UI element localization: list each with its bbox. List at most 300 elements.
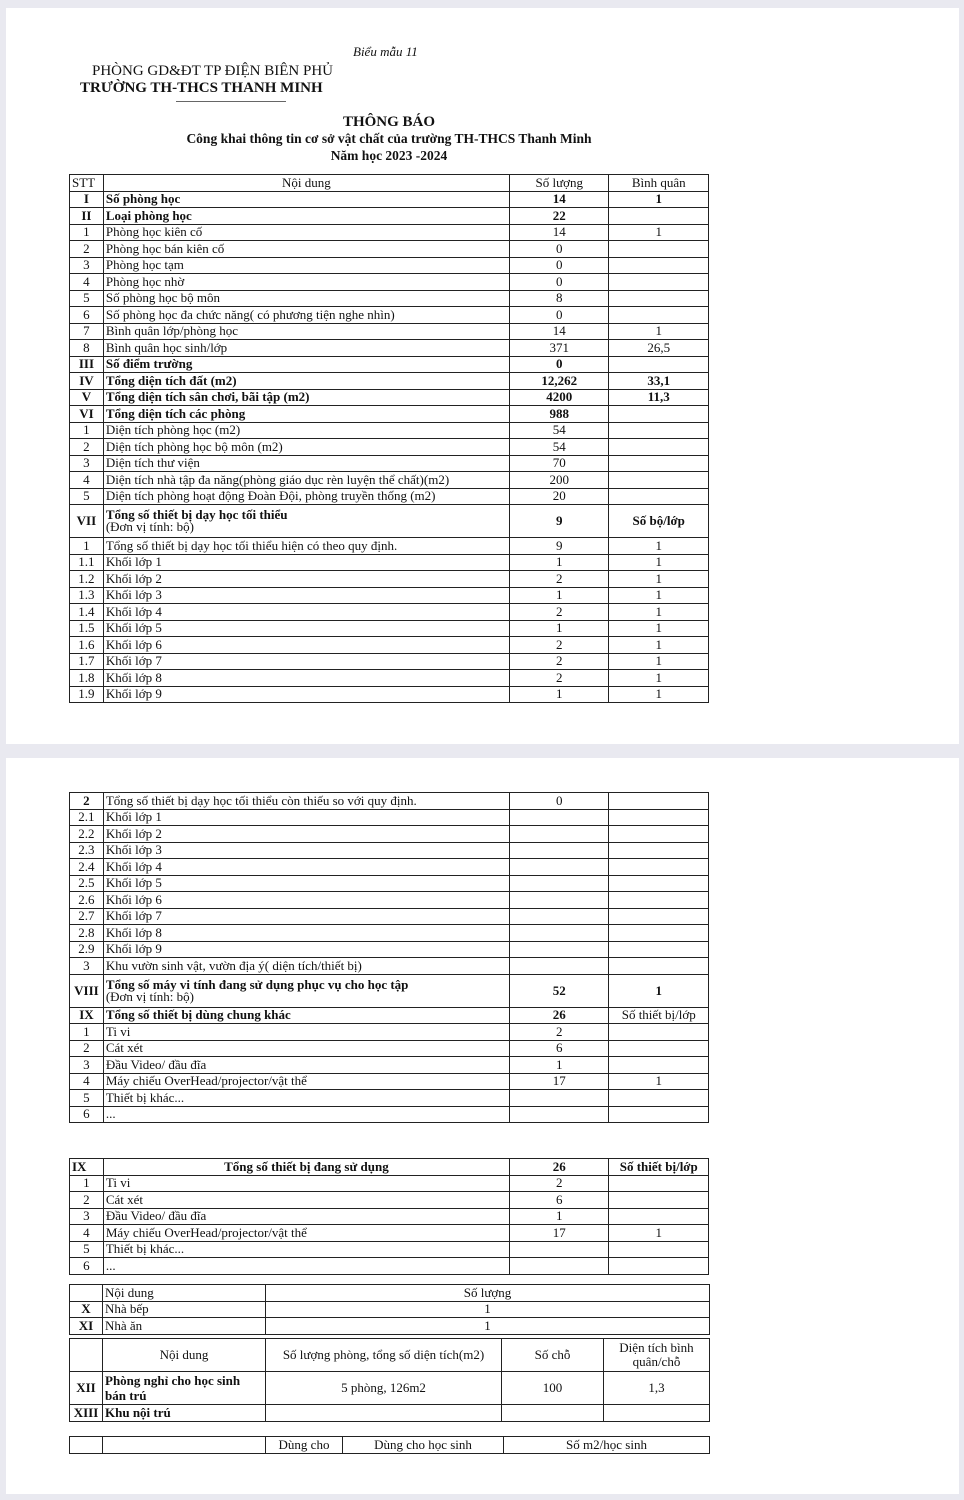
table-row <box>70 974 709 1007</box>
table-row <box>70 859 709 876</box>
row-content: Khối lớp 7 <box>103 908 509 925</box>
row-content: Diện tích thư viện <box>103 455 509 472</box>
table-row <box>70 356 709 373</box>
table-row <box>70 472 709 489</box>
row-average <box>609 472 709 489</box>
table-row <box>70 191 709 208</box>
row-quantity <box>510 875 609 892</box>
row-quantity: 52 <box>510 974 609 1007</box>
row-content-main: Tổng số thiết bị dạy học tối thiểu <box>105 507 288 522</box>
row-average <box>609 1208 709 1225</box>
table-header-row <box>70 1285 710 1302</box>
table-row <box>70 241 709 258</box>
row-stt: III <box>70 356 104 373</box>
row-content: Khối lớp 8 <box>103 925 509 942</box>
equipment-in-use-table <box>69 1158 709 1275</box>
row-average <box>609 1175 709 1192</box>
row-content: Khối lớp 6 <box>103 637 509 654</box>
department-name: PHÒNG GD&ĐT TP ĐIỆN BIÊN PHỦ <box>92 63 333 79</box>
row-quantity: 14 <box>510 323 609 340</box>
row-seats: 100 <box>502 1372 604 1405</box>
row-stt: IX <box>70 1007 104 1024</box>
row-average <box>609 455 709 472</box>
row-content: Thiết bị khác... <box>103 1090 509 1107</box>
table-row <box>70 224 709 241</box>
row-average <box>609 290 709 307</box>
table-row <box>70 620 709 637</box>
row-content: Khu vườn sinh vật, vườn địa ý( diện tích/thiết bị) <box>103 958 509 975</box>
row-stt: 3 <box>70 257 104 274</box>
row-average <box>609 842 709 859</box>
row-average: 1 <box>609 538 709 555</box>
row-quantity <box>510 941 609 958</box>
table-row <box>70 958 709 975</box>
row-average: 1 <box>609 323 709 340</box>
row-quantity: 0 <box>510 274 609 291</box>
table-row <box>70 1073 709 1090</box>
table-row <box>70 1225 709 1242</box>
row-content: Diện tích nhà tập đa năng(phòng giáo dục rèn luyện thể chất)(m2) <box>103 472 509 489</box>
row-quantity: 17 <box>510 1225 609 1242</box>
table-header-row <box>70 175 709 192</box>
row-quantity: 2 <box>510 637 609 654</box>
row-quantity: 14 <box>510 224 609 241</box>
row-average <box>609 958 709 975</box>
row-stt: 6 <box>70 1258 104 1275</box>
row-stt: 2.2 <box>70 826 104 843</box>
row-content: Khối lớp 9 <box>103 941 509 958</box>
row-stt: VI <box>70 406 104 423</box>
row-average: Số bộ/lớp <box>609 505 709 538</box>
row-stt: 2.7 <box>70 908 104 925</box>
row-quantity: 2 <box>510 604 609 621</box>
row-content: Khối lớp 3 <box>103 587 509 604</box>
row-quantity: 2 <box>510 1024 609 1041</box>
row-rooms: 5 phòng, 126m2 <box>266 1372 502 1405</box>
table-row <box>70 809 709 826</box>
row-quantity: 2 <box>510 1175 609 1192</box>
row-stt: 3 <box>70 1057 104 1074</box>
table-row <box>70 1175 709 1192</box>
school-year: Năm học 2023 -2024 <box>330 148 448 163</box>
row-average <box>609 1192 709 1209</box>
row-stt: 3 <box>70 455 104 472</box>
row-average <box>609 908 709 925</box>
row-quantity: 54 <box>510 422 609 439</box>
row-quantity <box>510 826 609 843</box>
row-stt: 5 <box>70 1090 104 1107</box>
row-stt: 8 <box>70 340 104 357</box>
header-content: Tổng số thiết bị đang sử dụng <box>103 1159 509 1176</box>
area-per-student-cell: Số m2/học sinh <box>504 1437 710 1454</box>
table-row <box>70 1258 709 1275</box>
row-content: Số phòng học đa chức năng( có phương tiện nghe nhìn) <box>103 307 509 324</box>
row-content: Đầu Video/ đầu đĩa <box>103 1057 509 1074</box>
row-quantity: 200 <box>510 472 609 489</box>
row-stt: VIII <box>70 974 104 1007</box>
row-stt: 1 <box>70 224 104 241</box>
row-stt: 1.2 <box>70 571 104 588</box>
row-seats <box>502 1405 604 1422</box>
table-row <box>70 1437 710 1454</box>
row-content-unit: (Đơn vị tính: bộ) <box>105 988 194 1004</box>
row-content: Khối lớp 3 <box>103 842 509 859</box>
row-quantity <box>510 1106 609 1123</box>
row-content: Khu nội trú <box>103 1405 266 1422</box>
row-quantity: 1 <box>510 1057 609 1074</box>
table-row <box>70 488 709 505</box>
table-row <box>70 686 709 703</box>
header-average: Số thiết bị/lớp <box>609 1159 709 1176</box>
empty-cell <box>70 1339 103 1372</box>
table-row <box>70 1192 709 1209</box>
row-content: Diện tích phòng học bộ môn (m2) <box>103 439 509 456</box>
row-stt: 2 <box>70 241 104 258</box>
row-quantity: 9 <box>510 538 609 555</box>
header-quantity: 26 <box>510 1159 609 1176</box>
table-row <box>70 554 709 571</box>
table-row <box>70 793 709 810</box>
header-seats: Số chỗ <box>502 1339 604 1372</box>
row-stt: 4 <box>70 1073 104 1090</box>
header-stt: STT <box>70 175 104 192</box>
cut-off-table <box>69 1436 710 1454</box>
header-underline <box>176 101 286 102</box>
row-average <box>609 1040 709 1057</box>
row-quantity <box>510 809 609 826</box>
row-quantity: 1 <box>266 1318 710 1335</box>
row-content: Tổng diện tích sân chơi, bãi tập (m2) <box>103 389 509 406</box>
row-content: Ti vi <box>103 1175 509 1192</box>
row-quantity: 9 <box>510 505 609 538</box>
row-stt: 1.7 <box>70 653 104 670</box>
table-row <box>70 340 709 357</box>
row-average <box>609 488 709 505</box>
row-average: 1 <box>609 974 709 1007</box>
row-content: Tổng diện tích đất (m2) <box>103 373 509 390</box>
row-content: Khối lớp 5 <box>103 875 509 892</box>
row-content: Tổng số thiết bị dạy học tối thiểu hiện có theo quy định. <box>103 538 509 555</box>
row-stt: 2 <box>70 439 104 456</box>
row-stt: 1.4 <box>70 604 104 621</box>
row-quantity: 0 <box>510 356 609 373</box>
row-quantity: 14 <box>510 191 609 208</box>
row-average <box>609 1258 709 1275</box>
table-row <box>70 653 709 670</box>
empty-cell <box>70 1285 103 1302</box>
row-content: Máy chiếu OverHead/projector/vật thể <box>103 1225 509 1242</box>
row-stt: 5 <box>70 488 104 505</box>
header-average: Bình quân <box>609 175 709 192</box>
row-average: 1 <box>609 686 709 703</box>
table-row <box>70 892 709 909</box>
row-quantity: 4200 <box>510 389 609 406</box>
row-average <box>609 859 709 876</box>
table-row <box>70 587 709 604</box>
row-stt: 1 <box>70 538 104 555</box>
row-quantity <box>510 1090 609 1107</box>
row-content: Khối lớp 4 <box>103 604 509 621</box>
row-stt: I <box>70 191 104 208</box>
row-average: 1 <box>609 604 709 621</box>
row-average <box>609 356 709 373</box>
row-stt: XI <box>70 1318 103 1335</box>
row-content: Khối lớp 4 <box>103 859 509 876</box>
table-row <box>70 257 709 274</box>
row-content: Phòng học kiên cố <box>103 224 509 241</box>
row-quantity: 1 <box>510 1208 609 1225</box>
row-quantity: 20 <box>510 488 609 505</box>
row-content: Khối lớp 6 <box>103 892 509 909</box>
table-row <box>70 439 709 456</box>
row-stt: 2.1 <box>70 809 104 826</box>
row-content: Cát xét <box>103 1040 509 1057</box>
row-stt: 1.1 <box>70 554 104 571</box>
row-average: 11,3 <box>609 389 709 406</box>
row-content: Số phòng học bộ môn <box>103 290 509 307</box>
empty-cell <box>70 1437 103 1454</box>
table-row <box>70 406 709 423</box>
table-row <box>70 875 709 892</box>
row-average <box>609 925 709 942</box>
table-row <box>70 670 709 687</box>
row-quantity: 6 <box>510 1040 609 1057</box>
table-row <box>70 307 709 324</box>
row-content: Phòng học tạm <box>103 257 509 274</box>
table-row <box>70 1090 709 1107</box>
row-average: 33,1 <box>609 373 709 390</box>
row-content: Cát xét <box>103 1192 509 1209</box>
row-content: Phòng nghỉ cho học sinh bán trú <box>103 1372 266 1405</box>
row-content: Khối lớp 7 <box>103 653 509 670</box>
row-average <box>609 257 709 274</box>
school-name: TRƯỜNG TH-THCS THANH MINH <box>80 80 323 96</box>
row-stt: 4 <box>70 472 104 489</box>
row-content: Khối lớp 5 <box>103 620 509 637</box>
row-stt: IV <box>70 373 104 390</box>
row-stt: XIII <box>70 1405 103 1422</box>
table-row <box>70 1372 710 1405</box>
row-content: Phòng học nhờ <box>103 274 509 291</box>
table-row <box>70 389 709 406</box>
header-quantity: Số lượng <box>510 175 609 192</box>
row-stt: V <box>70 389 104 406</box>
row-stt: 1 <box>70 1024 104 1041</box>
row-content: Số phòng học <box>103 191 509 208</box>
row-quantity: 1 <box>510 686 609 703</box>
row-average: 1 <box>609 1073 709 1090</box>
row-stt: 6 <box>70 307 104 324</box>
row-average <box>609 1106 709 1123</box>
table-row <box>70 290 709 307</box>
row-stt: 1.8 <box>70 670 104 687</box>
table-row <box>70 637 709 654</box>
row-quantity: 0 <box>510 257 609 274</box>
form-label: Biểu mẫu 11 <box>353 44 418 59</box>
table-row <box>70 1040 709 1057</box>
table-row <box>70 1208 709 1225</box>
row-stt: 1.3 <box>70 587 104 604</box>
facilities-table <box>69 174 709 703</box>
header-content: Nội dung <box>103 1285 266 1302</box>
row-quantity: 371 <box>510 340 609 357</box>
row-stt: 1.5 <box>70 620 104 637</box>
row-stt: 2 <box>70 1040 104 1057</box>
table-header-row <box>70 1159 709 1176</box>
row-content: Tổng diện tích các phòng <box>103 406 509 423</box>
row-average <box>609 809 709 826</box>
row-average: 1 <box>609 653 709 670</box>
row-stt: 2.8 <box>70 925 104 942</box>
row-stt: 2.9 <box>70 941 104 958</box>
table-row <box>70 422 709 439</box>
row-average <box>609 1241 709 1258</box>
row-stt: 3 <box>70 958 104 975</box>
table-row <box>70 455 709 472</box>
header-quantity: Số lượng <box>266 1285 710 1302</box>
row-quantity: 6 <box>510 1192 609 1209</box>
boarding-table <box>69 1338 710 1422</box>
row-average: 1 <box>609 554 709 571</box>
row-quantity: 1 <box>510 620 609 637</box>
row-quantity <box>510 1258 609 1275</box>
row-quantity: 54 <box>510 439 609 456</box>
row-average-area: 1,3 <box>604 1372 710 1405</box>
row-stt: 1.9 <box>70 686 104 703</box>
row-content: Khối lớp 8 <box>103 670 509 687</box>
row-content: Thiết bị khác... <box>103 1241 509 1258</box>
row-average: 1 <box>609 620 709 637</box>
row-quantity <box>510 925 609 942</box>
row-average <box>609 875 709 892</box>
row-stt: 2.5 <box>70 875 104 892</box>
row-content: Máy chiếu OverHead/projector/vật thể <box>103 1073 509 1090</box>
row-content: Phòng học bán kiên cố <box>103 241 509 258</box>
row-content: Khối lớp 2 <box>103 826 509 843</box>
row-quantity: 2 <box>510 653 609 670</box>
row-average: 1 <box>609 1225 709 1242</box>
row-stt: 2.4 <box>70 859 104 876</box>
header-rooms: Số lượng phòng, tổng số diện tích(m2) <box>266 1339 502 1372</box>
header-stt: IX <box>70 1159 104 1176</box>
row-content <box>103 974 509 1007</box>
row-stt: 1 <box>70 422 104 439</box>
row-average: 1 <box>609 191 709 208</box>
row-quantity: 988 <box>510 406 609 423</box>
row-content-unit: (Đơn vị tính: bộ) <box>105 519 194 534</box>
table-header-row <box>70 1339 710 1372</box>
row-quantity <box>510 892 609 909</box>
row-content: Tổng số thiết bị dạy học tối thiểu còn thiếu so với quy định. <box>103 793 509 810</box>
row-quantity: 12,262 <box>510 373 609 390</box>
row-stt: 2.6 <box>70 892 104 909</box>
table-row <box>70 505 709 538</box>
row-content: Loại phòng học <box>103 208 509 225</box>
table-row <box>70 1241 709 1258</box>
row-content: Khối lớp 1 <box>103 554 509 571</box>
row-stt: 1 <box>70 1175 104 1192</box>
notice-title: THÔNG BÁO <box>342 114 436 130</box>
table-row <box>70 538 709 555</box>
row-content: Khối lớp 1 <box>103 809 509 826</box>
row-rooms <box>266 1405 502 1422</box>
row-average-area <box>604 1405 710 1422</box>
table-row <box>70 604 709 621</box>
table-row <box>70 274 709 291</box>
table-row <box>70 1106 709 1123</box>
row-content: ... <box>103 1106 509 1123</box>
table-row <box>70 571 709 588</box>
row-quantity: 0 <box>510 793 609 810</box>
row-average: 1 <box>609 670 709 687</box>
row-content: Diện tích phòng hoạt động Đoàn Đội, phòng truyền thống (m2) <box>103 488 509 505</box>
table-row <box>70 1318 710 1335</box>
row-average: Số thiết bị/lớp <box>609 1007 709 1024</box>
row-content: Đầu Video/ đầu đĩa <box>103 1208 509 1225</box>
row-stt: 7 <box>70 323 104 340</box>
row-content-main: Tổng số máy vi tính đang sử dụng phục vụ cho học tập <box>105 976 409 992</box>
row-quantity: 2 <box>510 571 609 588</box>
table-row <box>70 908 709 925</box>
notice-subtitle: Công khai thông tin cơ sở vật chất của trường TH-THCS Thanh Minh <box>186 131 592 146</box>
table-row <box>70 1057 709 1074</box>
row-average <box>609 1090 709 1107</box>
row-quantity <box>510 859 609 876</box>
row-quantity: 70 <box>510 455 609 472</box>
row-stt: 5 <box>70 290 104 307</box>
document-page-1 <box>6 8 959 744</box>
row-stt: 1.6 <box>70 637 104 654</box>
row-quantity: 17 <box>510 1073 609 1090</box>
row-average: 26,5 <box>609 340 709 357</box>
table-row <box>70 1301 710 1318</box>
kitchen-table <box>69 1284 710 1335</box>
row-average <box>609 1057 709 1074</box>
row-quantity: 26 <box>510 1007 609 1024</box>
table-row <box>70 941 709 958</box>
row-average <box>609 208 709 225</box>
row-average <box>609 941 709 958</box>
row-average <box>609 307 709 324</box>
header-average-area: Diện tích bình quân/chỗ <box>604 1339 710 1372</box>
row-content: Khối lớp 2 <box>103 571 509 588</box>
row-content: Ti vi <box>103 1024 509 1041</box>
row-average <box>609 274 709 291</box>
table-row <box>70 208 709 225</box>
row-content: Bình quân học sinh/lớp <box>103 340 509 357</box>
row-stt: X <box>70 1301 103 1318</box>
row-content: Số điểm trường <box>103 356 509 373</box>
equipment-table <box>69 792 709 1123</box>
row-content: Khối lớp 9 <box>103 686 509 703</box>
row-average: 1 <box>609 587 709 604</box>
row-stt: II <box>70 208 104 225</box>
row-quantity: 22 <box>510 208 609 225</box>
row-quantity <box>510 908 609 925</box>
row-content: Tổng số thiết bị dùng chung khác <box>103 1007 509 1024</box>
use-for-students-cell: Dùng cho học sinh <box>343 1437 504 1454</box>
row-content: Nhà ăn <box>103 1318 266 1335</box>
row-content: Diện tích phòng học (m2) <box>103 422 509 439</box>
row-quantity <box>510 958 609 975</box>
row-stt: VII <box>70 505 104 538</box>
row-stt: 4 <box>70 1225 104 1242</box>
row-quantity: 2 <box>510 670 609 687</box>
row-content: Bình quân lớp/phòng học <box>103 323 509 340</box>
row-stt: 6 <box>70 1106 104 1123</box>
row-average <box>609 241 709 258</box>
table-row <box>70 925 709 942</box>
